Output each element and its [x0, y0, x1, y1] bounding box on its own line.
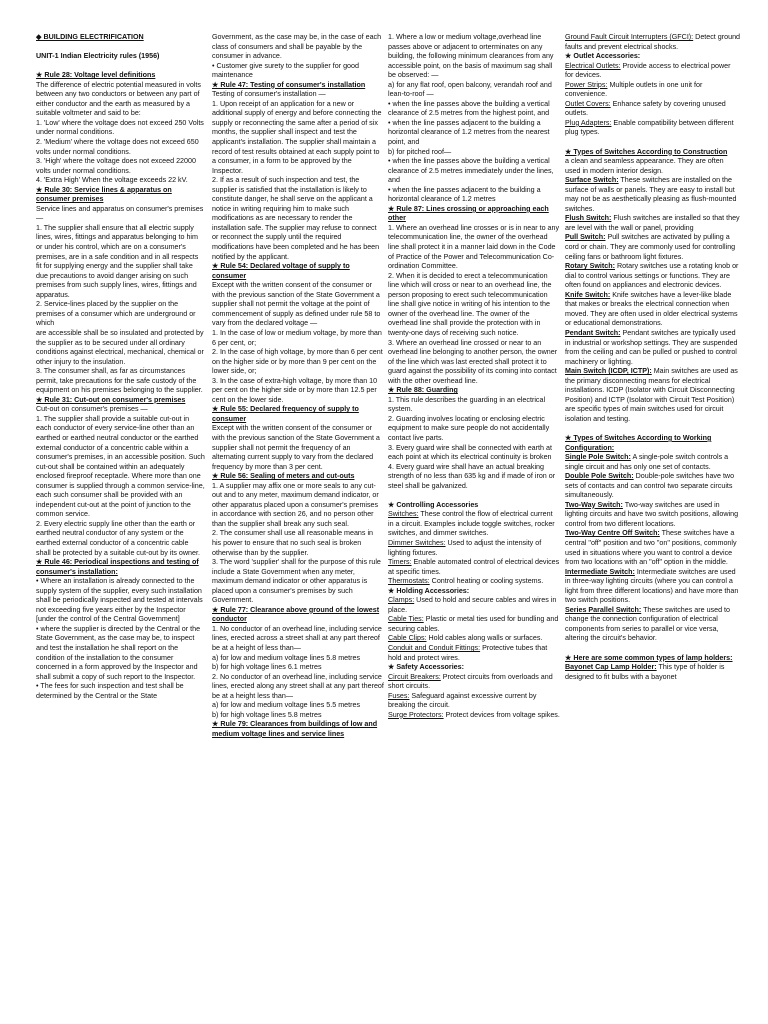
paragraph: 3. Every guard wire shall be connected with earth at each point at which its electrical continuity is broken	[388, 443, 552, 462]
definition-item	[388, 673, 560, 692]
term-description: Pull switches are activated by pulling a cord or chain. They are commonly used for controlling ceiling fans or bathroom light fixtures.	[565, 233, 736, 261]
definition-item	[565, 291, 740, 329]
paragraph: Service lines and apparatus on consumer's premises —	[36, 204, 204, 223]
section-heading: ★ Types of Switches According to Construction	[565, 147, 728, 156]
term-label: Cable Ties:	[388, 615, 424, 624]
paragraph: Testing of consumer's installation —	[212, 90, 326, 99]
paragraph: 1. The supplier shall provide a suitable cut-out in each conductor of every service-line other than an earthed or earthed neutral conductor or the earthed external conductor of a concentric cable within a consumer's premises, in an accessible position. Such cut-out shall be contained within an adequately enclosed fireproof receptacle. Where more than one consumer is supplied through a common service-line, each such consumer shall be provided with an independent cut-out at the point of junction to the common service.	[36, 414, 205, 519]
column-2	[212, 33, 384, 739]
definition-item	[388, 539, 560, 558]
section-heading: ★ Rule 28: Voltage level definitions	[36, 71, 156, 80]
definition-item	[565, 214, 740, 233]
definition-item	[388, 634, 560, 644]
paragraph: b) for high voltage lines 6.1 metres	[212, 663, 322, 672]
blank-line	[565, 138, 740, 148]
paragraph: are accessible shall be so insulated and protected by the supplier as to be secured under all ordinary	[36, 328, 204, 347]
definition-item	[565, 100, 740, 119]
term-label: Conduit and Conduit Fittings:	[388, 644, 481, 652]
definition-item	[565, 33, 740, 52]
paragraph: 2. Every electric supply line other than the earth or earthed neutral conductor of any system or the earthed external conductor of a concentric cable shall be protected by a suitable cut-out by its owner.	[36, 519, 200, 557]
term-description: Multiple outlets in one unit for convenience.	[565, 80, 703, 99]
term-label: Double Pole Switch:	[565, 472, 634, 481]
term-description: Detect ground faults and prevent electrical shocks.	[565, 33, 741, 51]
term-label: Fuses:	[388, 691, 410, 700]
blank-line	[565, 424, 740, 434]
paragraph: 2. When it is decided to erect a telecommunication line which will cross or near to an overhead line, the person proposing to erect such telecommunication line shall give notice in writing of his intention to the owner of the overhead line. The owner of the overhead line shall provide the protection with in twenty-one days of receiving such notice.	[388, 271, 552, 337]
section-heading: ★ Rule 55: Declared frequency of supply to consumer	[212, 405, 359, 423]
paragraph: 2. Guarding involves locating or enclosing electric equipment to make sure people do not accidentally contact live parts.	[388, 414, 550, 442]
paragraph: 1. A supplier may affix one or more seals to any cut-out and to any meter, maximum demand indicator, or other apparatus placed upon a consumer's premises in accordance with section 26, and no person other than the supplier shall break any such seal.	[212, 481, 379, 528]
term-description: Hold cables along walls or surfaces.	[426, 634, 543, 643]
term-description: Flush switches are installed so that they are level with the wall or panel, providing	[565, 214, 740, 232]
term-label: Electrical Outlets:	[565, 61, 621, 70]
paragraph: Cut-out on consumer's premises —	[36, 405, 148, 414]
definition-item	[565, 367, 740, 424]
term-description: Rotary switches use a rotating knob or dial to control various settings or functions. They are often found on appliances and electronic devices.	[565, 262, 739, 290]
definition-item	[565, 119, 740, 138]
term-label: Ground Fault Circuit Interrupters (GFCI):	[565, 33, 694, 41]
term-description: These switches are installed on the surface of walls or panels. They are easy to install but may not be as aesthetically pleasing as flush-mounted switches.	[565, 176, 737, 213]
term-description: These switches are used to change the connection configuration of electrical components from series to parallel or vice versa, altering the circuit's behavior.	[565, 605, 730, 643]
subsection-heading: ★ Controlling Accessories	[388, 500, 479, 509]
blank-line	[388, 491, 560, 501]
term-description: Used to hold and secure cables and wires in place.	[388, 596, 557, 614]
paragraph: 2. Service-lines placed by the supplier on the premises of a consumer which are underground or which	[36, 300, 196, 328]
term-description: These control the flow of electrical current in a circuit. Examples include toggle switches, rocker switches, and dimmer switches.	[388, 510, 555, 538]
paragraph: a) for any flat roof, open balcony, verandah roof and lean-to-roof —	[388, 80, 552, 99]
definition-item	[565, 62, 740, 81]
definition-item	[565, 606, 740, 644]
paragraph: 1. 'Low' where the voltage does not exceed 250 Volts under normal conditions.	[36, 118, 204, 137]
term-description: Used to adjust the intensity of lighting fixtures.	[388, 538, 542, 557]
paragraph: • The fees for such inspection and test shall be determined by the Central or the State	[36, 682, 184, 700]
paragraph: a clean and seamless appearance. They are often used in modern interior design.	[565, 157, 724, 175]
section-heading: ★ Rule 88: Guarding	[388, 386, 458, 395]
paragraph: a) for low and medium voltage lines 5.8 metres	[212, 653, 361, 662]
term-label: Thermostats:	[388, 577, 430, 586]
term-description: Protective tubes that hold and protect wires.	[388, 644, 548, 662]
section-heading: ★ Rule 79: Clearances from buildings of low and medium voltage lines and service lines	[212, 720, 378, 738]
term-label: Knife Switch:	[565, 290, 611, 299]
column-3	[388, 33, 560, 720]
section-heading: ◆ BUILDING ELECTRIFICATION	[36, 33, 144, 41]
term-description: Two-way switches are used in lighting circuits and have two switch positions, allowing control from two different locations.	[565, 500, 739, 528]
term-description: This type of holder is designed to fit bulbs with a bayonet	[565, 663, 725, 681]
paragraph: 3. In the case of extra-high voltage, by more than 10 per cent on the higher side or by more than 12.5 per cent on the lower side.	[212, 376, 378, 404]
paragraph: fit for supplying energy and the supplier shall take due precautions to avoid danger arising on such	[36, 262, 193, 280]
subsection-heading: ★ Safety Accessories:	[388, 663, 464, 672]
definition-item	[388, 558, 560, 577]
definition-item	[565, 453, 740, 472]
term-label: Flush Switch:	[565, 214, 612, 223]
paragraph: Government, as the case may be, in the case of each class of consumers and shall be payable by the consumer in advance.	[212, 33, 382, 61]
term-label: Plug Adapters:	[565, 118, 612, 127]
paragraph: a) for low and medium voltage lines 5.5 metres	[212, 701, 361, 710]
paragraph: 2. 'Medium' where the voltage does not exceed 650 volts under normal conditions.	[36, 138, 199, 156]
term-label: Outlet Covers:	[565, 99, 611, 108]
term-description: Provide access to electrical power for devices.	[565, 61, 731, 80]
term-label: Pendant Switch:	[565, 328, 621, 337]
paragraph: • when the line passes adjacent to the building a horizontal clearance of 1.2 metres	[388, 185, 541, 204]
definition-item	[565, 176, 740, 214]
term-description: Enhance safety by covering unused outlets.	[565, 99, 726, 118]
section-heading: ★ Rule 56: Sealing of meters and cut-outs	[212, 472, 355, 481]
subsection-heading: ★ Outlet Accessories:	[565, 52, 641, 61]
column-1	[36, 33, 205, 701]
term-label: Bayonet Cap Lamp Holder:	[565, 663, 657, 672]
term-description: These switches have a central "off" position and two "on" positions, commonly used in situations where you want to control a device from two locations with an "off" option in the middle.	[565, 529, 737, 567]
blank-line	[36, 43, 205, 53]
section-heading: ★ Types of Switches According to Working Configuration:	[565, 433, 712, 452]
term-label: Dimmer Switches:	[388, 538, 446, 547]
term-label: Surge Protectors:	[388, 710, 444, 719]
paragraph: 1. This rule describes the guarding in an electrical system.	[388, 395, 546, 414]
paragraph: 1. Where a low or medium voltage,overhead line passes above or adjacent to orterminates on any building, the following minimum clearances from any accessible point, on the basis of maximum sag shall be observed: —	[388, 33, 554, 80]
blank-line	[565, 644, 740, 654]
section-heading: ★ Rule 46: Periodical inspections and testing of consumer's installation:	[36, 558, 199, 576]
term-label: Main Switch (ICDP, ICTP):	[565, 367, 652, 376]
paragraph: • Where an installation is already connected to the supply system of the supplier, every such installation shall be periodically inspected and tested at intervals not exceeding five years either by the Inspector [under the control of the Central Government]	[36, 577, 203, 624]
paragraph: 2. No conductor of an overhead line, including service lines, erected along any street shall at any part thereof be at a height less than—	[212, 672, 384, 700]
term-label: Single Pole Switch:	[565, 453, 631, 462]
paragraph: 4. Every guard wire shall have an actual breaking strength of no less than 635 kg and if made of iron or steel shall be galvanized.	[388, 462, 556, 490]
definition-item	[388, 692, 560, 711]
paragraph: The difference of electric potential measured in volts between any two conductors or between any part of either conductor and the earth as measured by a suitable voltmeter and said to be:	[36, 80, 201, 118]
term-description: Enable automated control of electrical devices at specific times.	[388, 558, 560, 576]
term-description: Knife switches have a lever-like blade that makes or breaks the electrical connection when moved. They are often used in older electrical systems or educational demonstrations.	[565, 290, 738, 328]
term-label: Timers:	[388, 558, 412, 567]
term-label: Cable Clips:	[388, 634, 427, 643]
term-description: Protect devices from voltage spikes.	[443, 710, 560, 719]
paragraph: • when the line passes adjacent to the building a horizontal clearance of 1.2 metres from the nearest	[388, 118, 550, 137]
definition-item	[565, 501, 740, 530]
section-heading: ★ Rule 54: Declared voltage of supply to consumer	[212, 262, 350, 280]
definition-item	[388, 711, 560, 721]
paragraph: 1. Upon receipt of an application for a new or additional supply of energy and before connecting the supply or reconnecting the same after a period of six months, the supplier shall inspect and test the applicant's installation. The supplier shall maintain a record of test results obtained at each supply point to a consumer, in a form to be approved by the Inspector.	[212, 99, 382, 175]
paragraph: 2. In the case of high voltage, by more than 6 per cent on the higher side or by more than 9 per cent on the lower side, or;	[212, 348, 383, 376]
term-label: Series Parallel Switch:	[565, 605, 642, 614]
subsection-heading: UNIT-1 Indian Electricity rules (1956)	[36, 52, 160, 61]
term-description: Safeguard against excessive current by breaking the circuit.	[388, 691, 537, 710]
definition-item	[388, 596, 560, 615]
term-label: Intermediate Switch:	[565, 567, 635, 576]
term-description: A single-pole switch controls a single circuit and has only one set of contacts.	[565, 453, 729, 471]
term-description: Pendant switches are typically used in industrial or workshop settings. They are suspended from the ceiling and can be pulled or pushed to control machinery or lighting.	[565, 328, 738, 366]
paragraph: 3. The word 'supplier' shall for the purpose of this rule include a State Government when any meter, maximum demand indicator or other apparatus is placed upon a consumer's premises by such Government.	[212, 558, 381, 605]
definition-item	[565, 262, 740, 291]
term-label: Power Strips:	[565, 80, 608, 89]
paragraph: b) for pitched roof—	[388, 147, 452, 156]
term-label: Circuit Breakers:	[388, 672, 441, 681]
term-description: Control heating or cooling systems.	[429, 577, 544, 586]
paragraph: • when the line passes above the building a vertical clearance of 2.5 metres from the highest point, and	[388, 99, 550, 118]
paragraph: 1. In the case of low or medium voltage, by more than 6 per cent, or;	[212, 328, 382, 347]
term-description: Main switches are used as the primary disconnecting means for electrical installations. ICDP (Isolator with Circuit Disconnecting Position) and ICTP (Isolator with Circuit Test Position) are specific types of main switches used for circuit isolation and testing.	[565, 367, 738, 423]
definition-item	[388, 644, 560, 663]
paragraph: 2. The consumer shall use all reasonable means in his power to ensure that no such seal is broken otherwise than by the supplier.	[212, 529, 374, 557]
paragraph: 3. The consumer shall, as far as circumstances permit, take precautions for the safe custody of the	[36, 367, 197, 385]
term-label: Clamps:	[388, 596, 415, 605]
term-label: Two-Way Switch:	[565, 500, 623, 509]
paragraph: b) for high voltage lines 5.8 metres	[212, 710, 322, 719]
paragraph: 2. If as a result of such inspection and test, the supplier is satisfied that the installation is likely to constitute danger, he shall serve on the applicant a notice in writing requiring him to make such modifications as are necessary to render the installation safe. The supplier may refuse to connect or reconnect the supply until the required modifications have been completed and he has been notified by the applicant.	[212, 176, 380, 261]
term-description: Double-pole switches have two sets of contacts and can control two separate circuits simultaneously.	[565, 472, 735, 500]
paragraph: premises from such supply lines, wires, fittings and apparatus.	[36, 281, 197, 299]
term-description: Plastic or metal ties used for bundling and securing cables.	[388, 615, 559, 633]
term-label: Pull Switch:	[565, 233, 606, 242]
definition-item	[388, 577, 560, 587]
paragraph: • when the line passes above the building a vertical clearance of 2.5 metres immediately under the lines, and	[388, 157, 554, 185]
paragraph: point, and	[388, 138, 420, 147]
definition-item	[565, 472, 740, 501]
paragraph: • where the supplier is directed by the Central or the State Government, as the case may be, to inspect and test the installation he shall report on the condition of the installation to the consumer concerned in a form approved by the Inspector and shall submit a copy of such report to the Inspector.	[36, 624, 201, 681]
definition-item	[565, 233, 740, 262]
term-description: Intermediate switches are used in three-way lighting circuits (where you can control a light from three different locations) and have more than two switch positions.	[565, 567, 739, 605]
paragraph: 1. Where an overhead line crosses or is in near to any telecommunication line, the owner of the overhead line shall protect it in a manner laid down in the Code of Practice of the Power and Telecommunication Co-ordination Committee.	[388, 223, 560, 271]
definition-item	[565, 568, 740, 606]
paragraph: 1. The supplier shall ensure that all electric supply lines, wires, fittings and apparatus belonging to him	[36, 223, 198, 242]
term-description: Protect circuits from overloads and short circuits.	[388, 672, 553, 691]
paragraph: 1. No conductor of an overhead line, including service lines, erected across a street shall at any part thereof be at a height of less than—	[212, 624, 382, 652]
term-label: Two-Way Centre Off Switch:	[565, 529, 660, 538]
definition-item	[565, 529, 740, 567]
term-description: Enable compatibility between different plug types.	[565, 118, 734, 137]
section-heading: ★ Rule 87: Lines crossing or approaching each other	[388, 204, 549, 223]
paragraph: Except with the written consent of the consumer or with the previous sanction of the State Government a supplier shall not permit the frequency of an alternating current supply to vary from the declared frequency by more than 3 per cent.	[212, 424, 380, 471]
definition-item	[388, 615, 560, 634]
section-heading: ★ Here are some common types of lamp holders:	[565, 653, 733, 662]
section-heading: ★ Rule 47: Testing of consumer's installation	[212, 80, 366, 89]
paragraph: 4. 'Extra High' When the voltage exceeds 22 kV.	[36, 176, 188, 185]
paragraph: or under his control, which are on a consumer's premises, are in a safe condition and in all respects	[36, 243, 199, 261]
term-label: Surface Switch:	[565, 176, 619, 185]
paragraph: Except with the written consent of the consumer or with the previous sanction of the State Government a supplier shall not permit the voltage at the point of commencement of supply as defined under rule 58 to vary from the declared voltage —	[212, 281, 381, 328]
blank-line	[36, 62, 205, 72]
definition-item	[565, 329, 740, 367]
section-heading: ★ Rule 77: Clearance above ground of the lowest conductor	[212, 605, 380, 624]
term-label: Rotary Switch:	[565, 262, 615, 271]
subsection-heading: ★ Holding Accessories:	[388, 586, 470, 595]
section-heading: ★ Rule 30: Service lines & apparatus on consumer premises	[36, 185, 172, 204]
paragraph: 3. 'High' where the voltage does not exceed 22000 volts under normal conditions.	[36, 157, 196, 175]
term-label: Switches:	[388, 510, 419, 519]
definition-item	[388, 510, 560, 539]
definition-item	[565, 663, 740, 682]
paragraph: equipment on his premises belonging to the supplier.	[36, 386, 203, 395]
paragraph: conditions against electrical, mechanical, chemical or other injury to the insulation.	[36, 348, 204, 366]
paragraph: 3. Where an overhead line crossed or near to an overhead line belonging to another person, the owner of the line which was last erected shall protect it to guard against the possibility of its coming into contact with the other overhead line.	[388, 338, 558, 385]
column-4	[565, 33, 740, 682]
paragraph: • Customer give surety to the supplier for good maintenance	[212, 61, 359, 80]
section-heading: ★ Rule 31: Cut-out on consumer's premises	[36, 395, 186, 404]
definition-item	[565, 81, 740, 100]
